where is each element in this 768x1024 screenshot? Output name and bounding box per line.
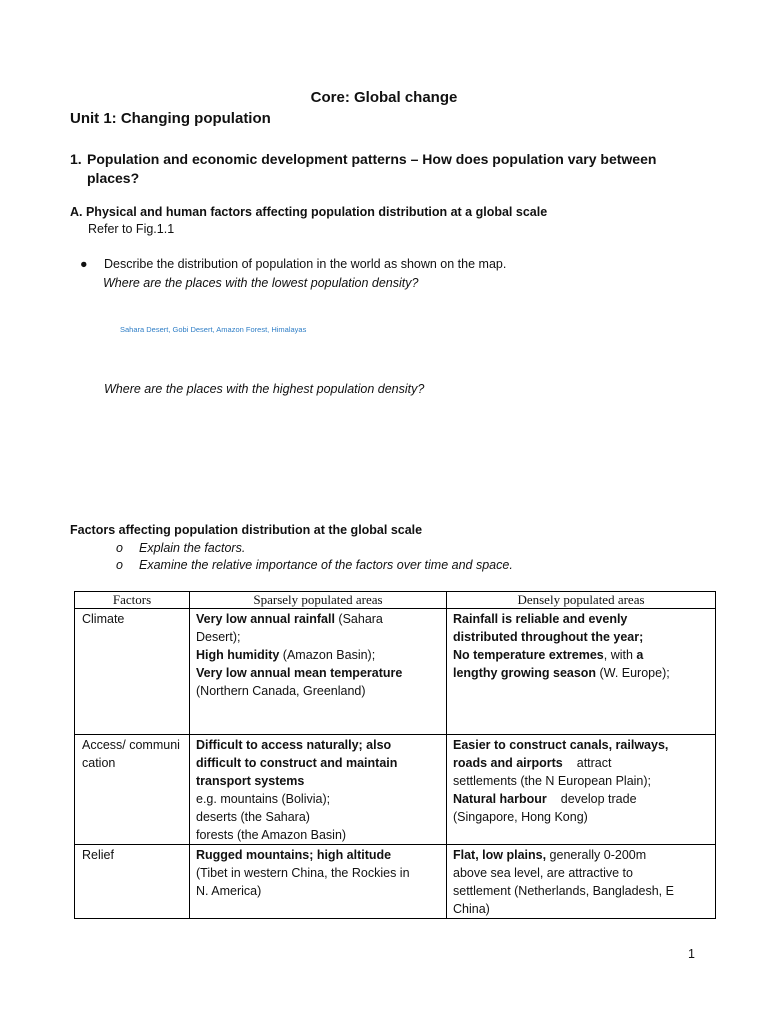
factors-heading: Factors affecting population distribution at the global scale	[70, 523, 423, 537]
table-row-climate	[75, 609, 716, 735]
figure-reference: Refer to Fig.1.1	[88, 222, 175, 236]
question-1-line-2: places?	[87, 170, 140, 186]
question-1-line-1: Population and economic development patterns – How does population vary between	[87, 151, 657, 167]
climate-sparse: Very low annual rainfall (Sahara Desert); High humidity (Amazon Basin); Very low annual mean temperature (Northern Canada, Greenland)	[190, 609, 447, 735]
question-1	[70, 150, 720, 188]
factor-access: Access/ communication	[75, 735, 190, 845]
sub-bullet-marker: o	[116, 541, 123, 555]
section-a-heading: A. Physical and human factors affecting population distribution at a global scale	[70, 205, 548, 219]
bullet-text: Describe the distribution of population in the world as shown on the map.	[104, 257, 507, 271]
factors-table	[74, 591, 716, 919]
factor-relief: Relief	[75, 845, 190, 919]
table-header-row	[75, 592, 716, 609]
question-lowest-density: Where are the places with the lowest population density?	[103, 276, 419, 290]
sub-bullet-examine: Examine the relative importance of the factors over time and space.	[139, 558, 513, 572]
access-dense: Easier to construct canals, railways, roads and airports attract settlements (the N European Plain); Natural harbour develop trade (Singapore, Hong Kong)	[447, 735, 716, 845]
bullet-icon: ●	[80, 257, 88, 271]
header-factors: Factors	[75, 592, 190, 609]
header-dense: Densely populated areas	[447, 592, 716, 609]
unit-title: Unit 1: Changing population	[70, 110, 271, 127]
sub-bullet-explain: Explain the factors.	[139, 541, 246, 555]
page-number: 1	[688, 947, 695, 961]
question-highest-density: Where are the places with the highest population density?	[104, 382, 425, 396]
table-row-access	[75, 735, 716, 845]
answer-lowest-density[interactable]: Sahara Desert, Gobi Desert, Amazon Forest, Himalayas	[120, 325, 307, 334]
header-sparse: Sparsely populated areas	[190, 592, 447, 609]
factor-climate: Climate	[75, 609, 190, 735]
climate-dense: Rainfall is reliable and evenly distributed throughout the year; No temperature extremes, with a lengthy growing season (W. Europe);	[447, 609, 716, 735]
access-sparse: Difficult to access naturally; also difficult to construct and maintain transport systems e.g. mountains (Bolivia); deserts (the Sahara) forests (the Amazon Basin)	[190, 735, 447, 845]
page-title: Core: Global change	[310, 89, 458, 106]
relief-dense: Flat, low plains, generally 0-200m above sea level, are attractive to settlement (Netherlands, Bangladesh, E China)	[447, 845, 716, 919]
relief-sparse: Rugged mountains; high altitude (Tibet in western China, the Rockies in N. America)	[190, 845, 447, 919]
table-row-relief	[75, 845, 716, 919]
sub-bullet-marker: o	[116, 558, 123, 572]
question-number: 1.	[70, 151, 82, 167]
